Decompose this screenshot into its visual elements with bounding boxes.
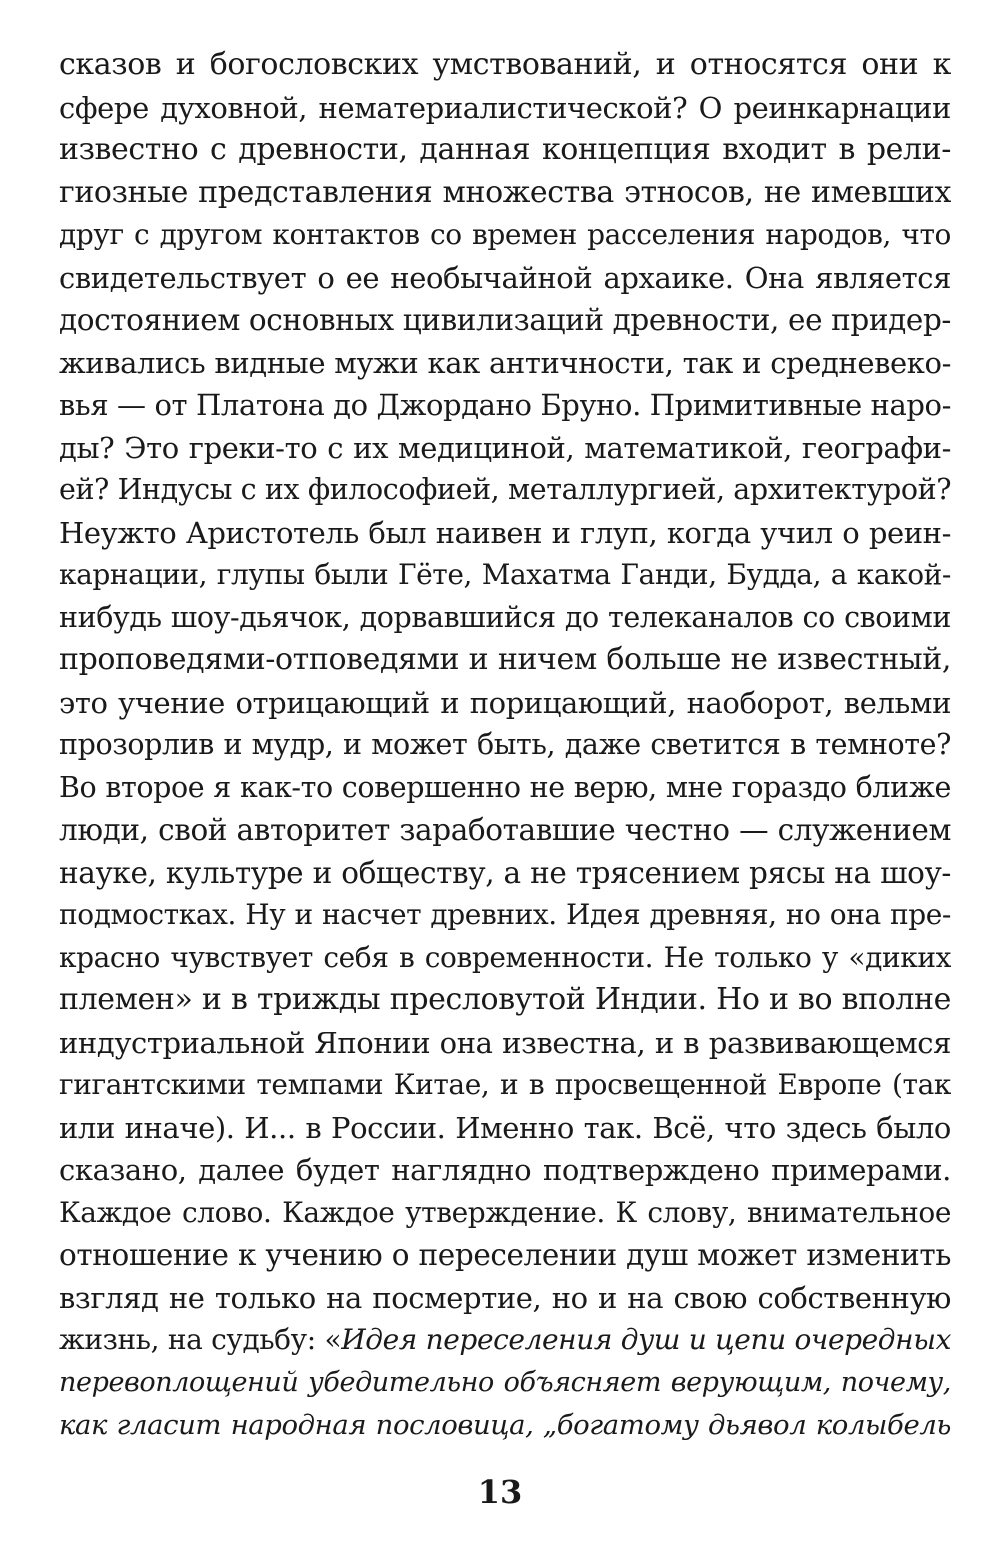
text-line bbox=[59, 384, 951, 427]
text-line bbox=[59, 597, 951, 640]
line-text: гиозные представления множества этносов, не имевших bbox=[59, 174, 951, 210]
text-line bbox=[59, 1107, 951, 1150]
text-line bbox=[59, 639, 951, 682]
line-text: Во второе я как-то совершенно не верю, мне гораздо ближе bbox=[59, 770, 951, 804]
text-line bbox=[59, 1022, 951, 1065]
line-text: карнации, глупы были Гёте, Махатма Ганди, Будда, а какой- bbox=[59, 558, 951, 591]
line-text: жизнь, на судьбу: « bbox=[59, 1323, 342, 1356]
line-text: ды? Это греки-то с их медициной, математикой, географи- bbox=[59, 430, 951, 465]
line-text: люди, свой авторитет заработавшие честно — служением bbox=[59, 813, 951, 847]
line-text: науке, культуре и обществу, а не трясением рясы на шоу- bbox=[59, 855, 951, 890]
line-text: это учение отрицающий и порицающий, наоборот, вельми bbox=[59, 685, 951, 720]
text-line bbox=[59, 1064, 951, 1107]
line-text: друг с другом контактов со времен расселения народов, что bbox=[59, 218, 951, 251]
quote-text: как гласит народная пословица, „богатому дьявол колыбель bbox=[59, 1409, 951, 1441]
text-line bbox=[59, 809, 951, 852]
text-line bbox=[59, 44, 951, 87]
line-text: Неужто Аристотель был наивен и глуп, когда учил о реин- bbox=[59, 515, 951, 550]
line-text: взгляд не только на посмертие, но и на свою собственную bbox=[59, 1280, 951, 1315]
text-line bbox=[59, 1234, 951, 1277]
text-line bbox=[59, 894, 951, 937]
line-text: гигантскими темпами Китае, и в просвещенной Европе (так bbox=[59, 1068, 951, 1101]
text-line bbox=[59, 214, 951, 257]
text-line bbox=[59, 682, 951, 725]
line-text: сфере духовной, нематериалистической? О реинкарнации bbox=[59, 90, 951, 125]
line-text: племен» и в трижды пресловутой Индии. Но и во вполне bbox=[59, 982, 951, 1017]
line-text: индустриальной Японии она известна, и в развивающемся bbox=[59, 1025, 951, 1060]
body-text bbox=[59, 44, 951, 1447]
text-line bbox=[59, 172, 951, 215]
line-text: нибудь шоу-дьячок, дорвавшийся до телеканалов со своими bbox=[59, 600, 951, 634]
line-text: достоянием основных цивилизаций древности, ее придер- bbox=[59, 303, 951, 337]
line-text: сказов и богословских умствований, и относятся они к bbox=[59, 47, 951, 82]
text-line bbox=[59, 937, 951, 980]
text-line bbox=[59, 299, 951, 342]
text-line bbox=[59, 512, 951, 555]
text-line bbox=[59, 469, 951, 512]
text-line bbox=[59, 724, 951, 767]
text-line bbox=[59, 852, 951, 895]
text-line bbox=[59, 979, 951, 1022]
text-line bbox=[59, 767, 951, 810]
text-line bbox=[59, 1277, 951, 1320]
text-line bbox=[59, 554, 951, 597]
text-line bbox=[59, 342, 951, 385]
text-line bbox=[59, 1149, 951, 1192]
text-line bbox=[59, 257, 951, 300]
text-line bbox=[59, 1362, 951, 1405]
line-text: Каждое слово. Каждое утверждение. К слову, внимательное bbox=[59, 1195, 951, 1229]
line-text: вья — от Платона до Джордано Бруно. Примитивные наро- bbox=[59, 388, 951, 422]
line-text: проповедями-отповедями и ничем больше не известный, bbox=[59, 642, 951, 677]
line-text: или иначе). И... в России. Именно так. Всё, что здесь было bbox=[59, 1110, 951, 1145]
text-line bbox=[59, 87, 951, 130]
line-text: отношение к учению о переселении душ может изменить bbox=[59, 1238, 951, 1272]
quote-text: перевоплощений убедительно объясняет верующим, почему, bbox=[59, 1366, 951, 1398]
text-line bbox=[59, 1192, 951, 1235]
line-text: сказано, далее будет наглядно подтверждено примерами. bbox=[59, 1153, 951, 1187]
line-text: красно чувствует себя в современности. Не только у «диких bbox=[59, 940, 951, 974]
line-text: подмостках. Ну и насчет древних. Идея древняя, но она пре- bbox=[59, 898, 951, 931]
quote-text: Идея переселения душ и цепи очередных bbox=[341, 1323, 951, 1356]
line-text: прозорлив и мудр, и может быть, даже светится в темноте? bbox=[59, 728, 951, 761]
line-text: свидетельствует о ее необычайной архаике. Она является bbox=[59, 260, 951, 295]
page-number: 13 bbox=[477, 1473, 523, 1511]
line-text: живались видные мужи как античности, так и средневеко- bbox=[59, 345, 951, 380]
text-line bbox=[59, 1319, 951, 1362]
text-line bbox=[59, 1404, 951, 1447]
text-line bbox=[59, 427, 951, 470]
line-text: известно с древности, данная концепция входит в рели- bbox=[59, 132, 951, 167]
line-text: ей? Индусы с их философией, металлургией, архитектурой? bbox=[59, 473, 951, 506]
text-line bbox=[59, 129, 951, 172]
